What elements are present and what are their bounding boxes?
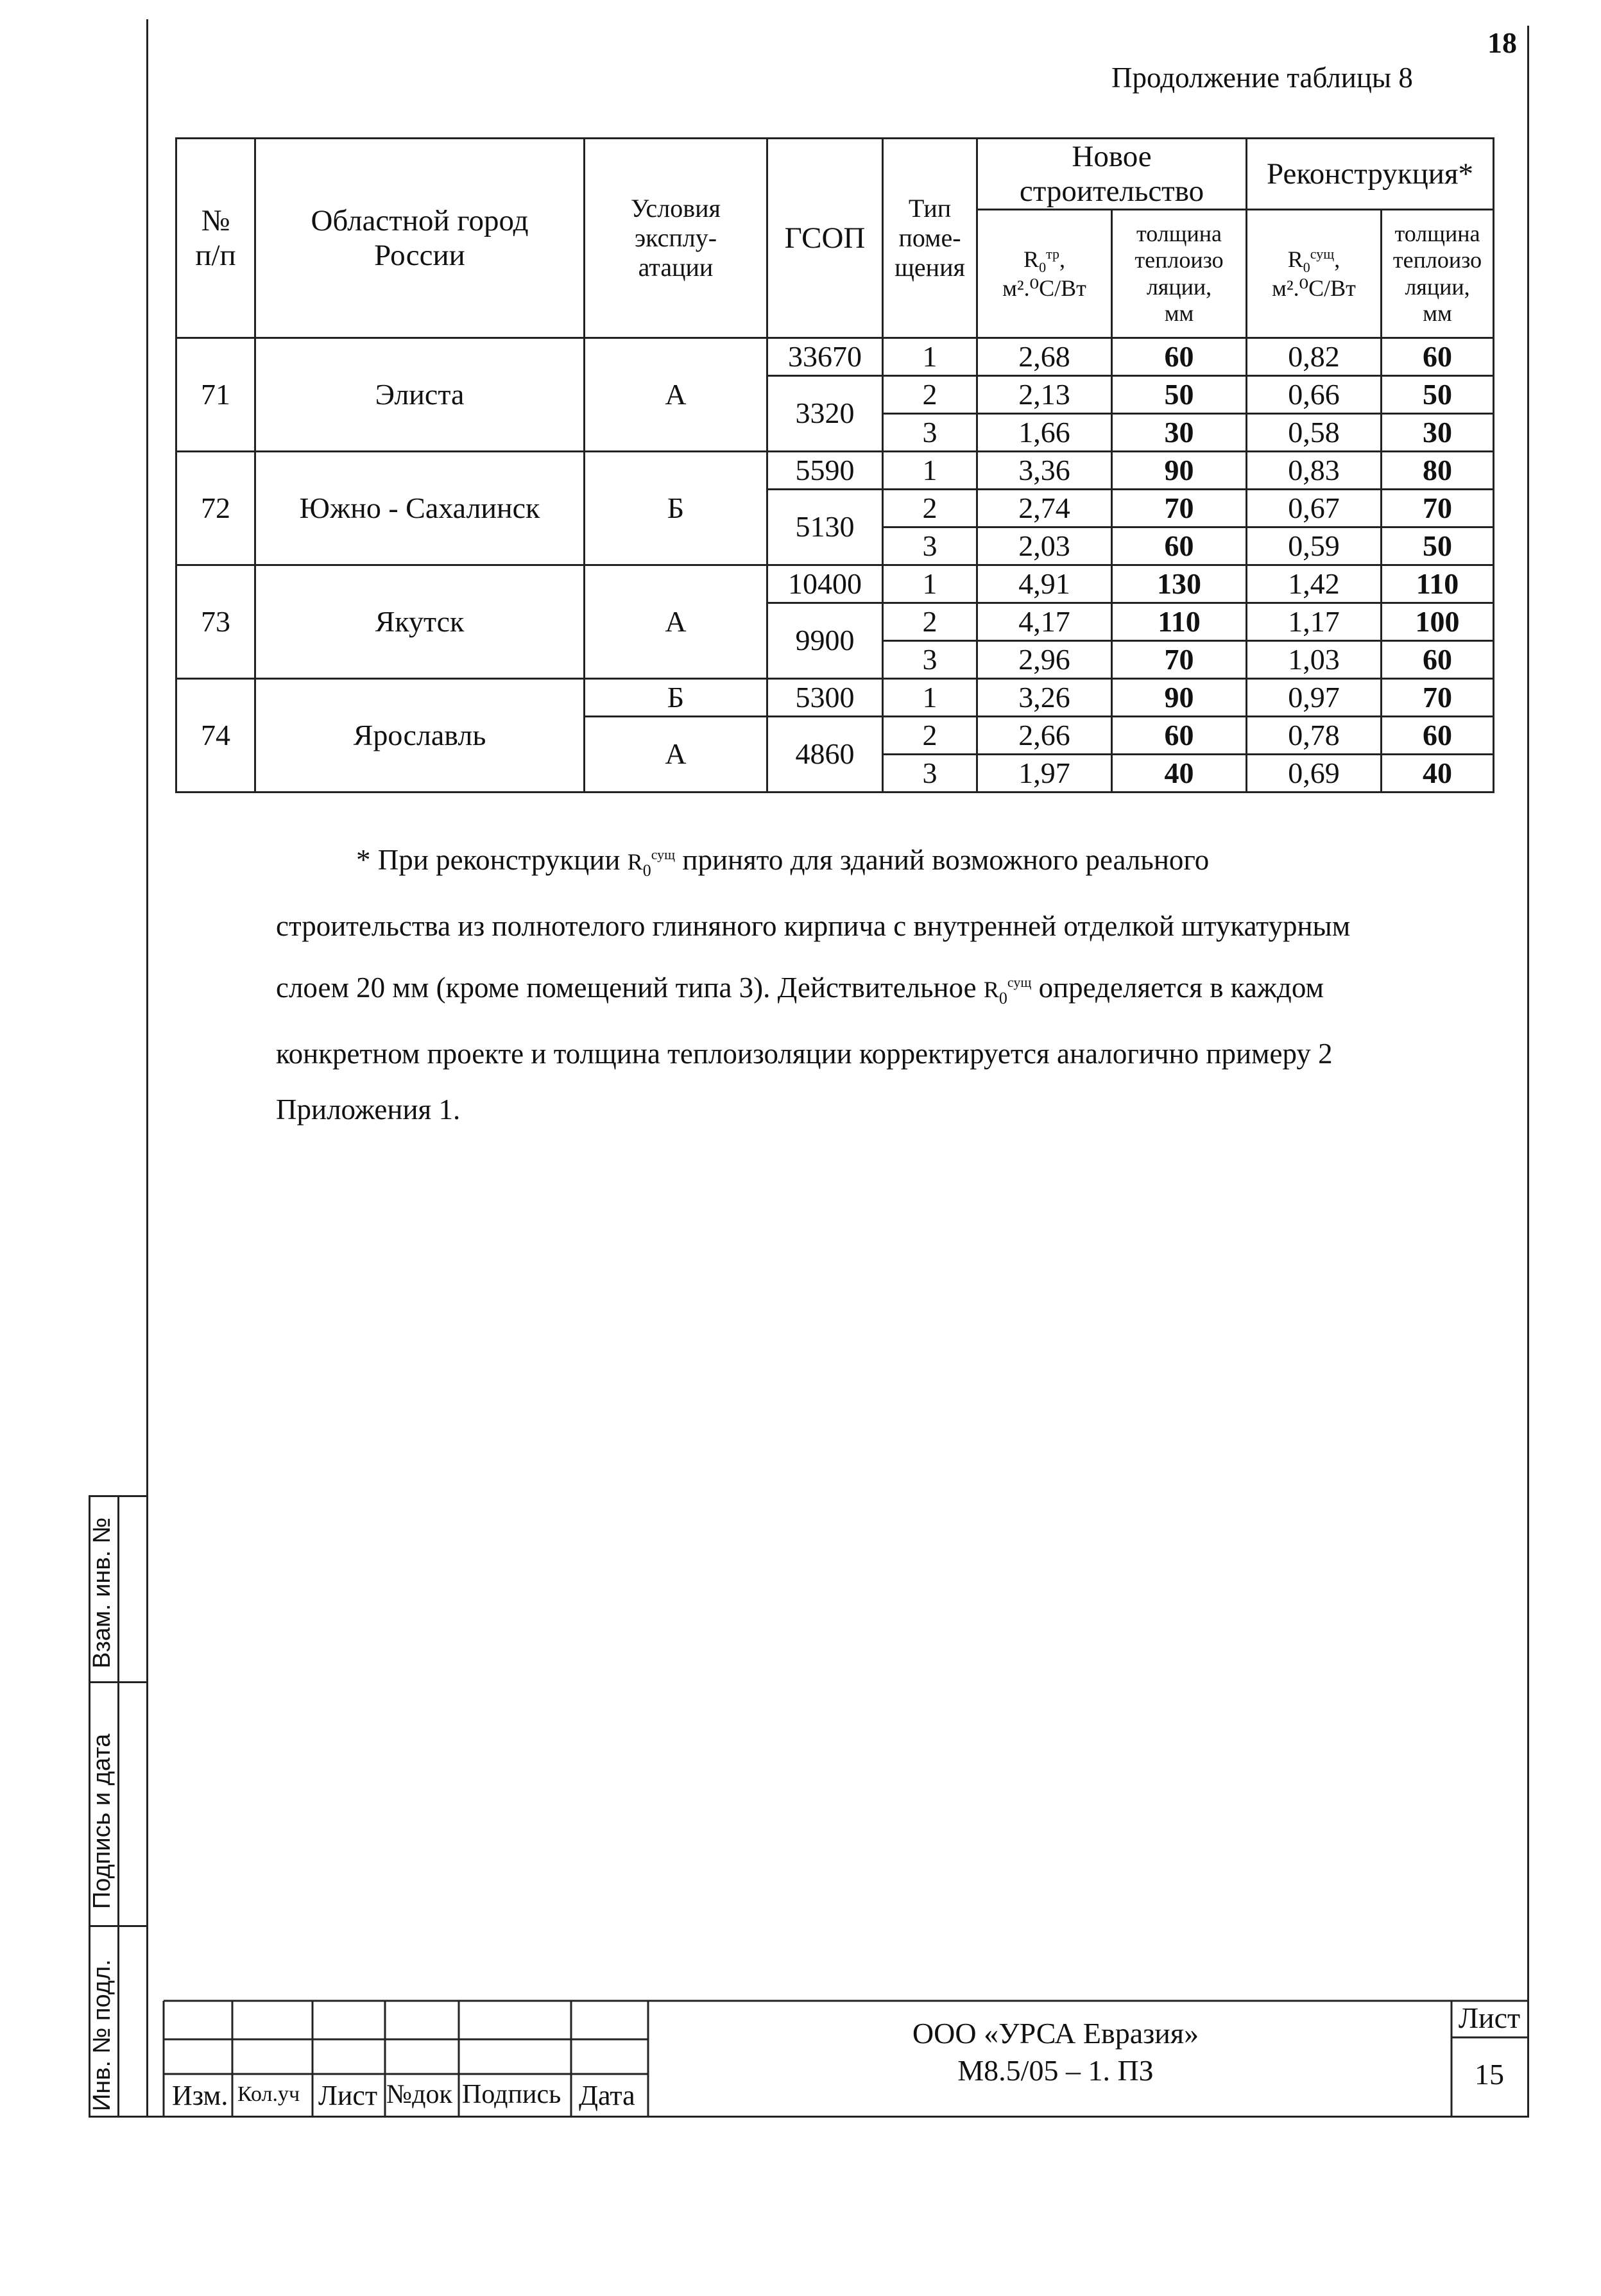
header-gsop: ГСОП — [767, 139, 883, 338]
thickness-rec: 80 — [1382, 452, 1494, 490]
thickness-rec: 60 — [1382, 641, 1494, 679]
table-continuation-caption: Продолжение таблицы 8 — [1111, 62, 1413, 94]
thickness-rec: 70 — [1382, 490, 1494, 527]
city-number: 74 — [176, 679, 255, 792]
r0-sush-value: 0,58 — [1247, 414, 1382, 452]
city-name: Южно - Сахалинск — [255, 452, 585, 565]
header-city: Областной город России — [255, 139, 585, 338]
thickness-rec: 70 — [1382, 679, 1494, 717]
room-type: 2 — [883, 603, 977, 641]
note-text-2: принято для зданий возможного реального строительства из полнотелого глиняного кирпича с внутренней отделкой штукатурным слоем 20 мм (кроме помещений типа 3). Действительное — [276, 844, 1351, 1004]
r0-tr-value: 2,13 — [977, 376, 1112, 414]
r0-tr-value: 2,66 — [977, 717, 1112, 755]
thickness-new: 130 — [1112, 565, 1247, 603]
gsop-value: 5130 — [767, 490, 883, 565]
thickness-new: 40 — [1112, 755, 1247, 792]
header-reconstruction: Реконструкция* — [1247, 139, 1494, 210]
room-type: 2 — [883, 717, 977, 755]
r0-sush-value: 0,82 — [1247, 338, 1382, 376]
r0-sush-value: 0,83 — [1247, 452, 1382, 490]
tb-sheet-number: 15 — [1475, 2058, 1504, 2091]
thickness-rec: 110 — [1382, 565, 1494, 603]
note-text-3: определяется в каждом конкретном проекте и толщина теплоизоляции корректируется аналогично примеру 2 Приложения 1. — [276, 972, 1333, 1126]
thickness-rec: 30 — [1382, 414, 1494, 452]
r0-tr-value: 1,97 — [977, 755, 1112, 792]
note-text-1: * При реконструкции — [356, 844, 628, 876]
city-name: Якутск — [255, 565, 585, 679]
header-r0-sush: $R_0^{сущ}$, м².⁰С/Вт — [1247, 210, 1382, 338]
tb-podpis-label: Подпись — [462, 2080, 561, 2109]
reconstruction-note: * При реконструкции $R_0^{сущ}$ принято для зданий возможного реального строительства из полнотелого глиняного кирпича с внутренней отделкой штукатурным слоем 20 мм (кроме помещений типа 3). Действительное $R_0^{сущ}$ определяется в каждом конкретном проекте и толщина теплоизоляции корректируется аналогично примеру 2 Приложения 1. — [276, 844, 1351, 1126]
room-type: 1 — [883, 679, 977, 717]
city-number: 73 — [176, 565, 255, 679]
r0-sush-value: 1,42 — [1247, 565, 1382, 603]
thickness-rec: 60 — [1382, 338, 1494, 376]
operating-conditions: А — [585, 338, 767, 452]
r0-tr-value: 3,26 — [977, 679, 1112, 717]
thickness-rec: 40 — [1382, 755, 1494, 792]
room-type: 1 — [883, 565, 977, 603]
thickness-new: 90 — [1112, 679, 1247, 717]
r0-sush-value: 0,97 — [1247, 679, 1382, 717]
header-room-type: Тип поме- щения — [883, 139, 977, 338]
city-number: 71 — [176, 338, 255, 452]
r0-sush-value: 0,69 — [1247, 755, 1382, 792]
r0-sush-value: 0,67 — [1247, 490, 1382, 527]
thickness-new: 50 — [1112, 376, 1247, 414]
tb-organization: ООО «УРСА Евразия» — [912, 2017, 1199, 2050]
header-r0-tr: $R_0^{тр}$, м².⁰С/Вт — [977, 210, 1112, 338]
tb-kol-uch-label: Кол.уч — [237, 2082, 300, 2106]
room-type: 3 — [883, 527, 977, 565]
operating-conditions: Б — [585, 679, 767, 717]
r0-sush-value: 1,03 — [1247, 641, 1382, 679]
city-name: Ярославль — [255, 679, 585, 792]
thickness-rec: 100 — [1382, 603, 1494, 641]
thickness-new: 90 — [1112, 452, 1247, 490]
r0-tr-value: 2,96 — [977, 641, 1112, 679]
city-number: 72 — [176, 452, 255, 565]
header-insulation-new: толщина теплоизо ляции, мм — [1112, 210, 1247, 338]
thickness-rec: 50 — [1382, 527, 1494, 565]
gsop-value: 9900 — [767, 603, 883, 679]
r0-tr-value: 4,17 — [977, 603, 1112, 641]
room-type: 2 — [883, 490, 977, 527]
gsop-value: 5300 — [767, 679, 883, 717]
r0-tr-value: 3,36 — [977, 452, 1112, 490]
room-type: 1 — [883, 338, 977, 376]
tb-sheet-label: Лист — [1458, 2001, 1521, 2034]
tb-list-label: Лист — [318, 2080, 378, 2111]
tb-izm-label: Изм. — [172, 2080, 228, 2111]
side-label-vzam-inv: Взам. инв. № — [89, 1517, 116, 1668]
tb-document-code: М8.5/05 – 1. ПЗ — [957, 2054, 1154, 2087]
side-label-podpis-data: Подпись и дата — [89, 1733, 116, 1909]
thickness-new: 60 — [1112, 338, 1247, 376]
thickness-new: 60 — [1112, 527, 1247, 565]
page-number: 18 — [1487, 26, 1517, 59]
operating-conditions: Б — [585, 452, 767, 565]
r0-tr-value: 2,74 — [977, 490, 1112, 527]
operating-conditions: А — [585, 717, 767, 792]
tb-ndok-label: №док — [386, 2080, 452, 2109]
header-new-construction: Новое строительство — [977, 139, 1247, 210]
gsop-value: 5590 — [767, 452, 883, 490]
thickness-new: 110 — [1112, 603, 1247, 641]
r0-tr-value: 2,03 — [977, 527, 1112, 565]
r0-tr-value: 2,68 — [977, 338, 1112, 376]
thickness-new: 70 — [1112, 490, 1247, 527]
thickness-rec: 60 — [1382, 717, 1494, 755]
room-type: 1 — [883, 452, 977, 490]
room-type: 2 — [883, 376, 977, 414]
thickness-new: 60 — [1112, 717, 1247, 755]
r0-tr-value: 1,66 — [977, 414, 1112, 452]
tb-data-label: Дата — [579, 2080, 635, 2111]
room-type: 3 — [883, 414, 977, 452]
gsop-value: 4860 — [767, 717, 883, 792]
room-type: 3 — [883, 641, 977, 679]
header-num: № п/п — [176, 139, 255, 338]
r0-tr-value: 4,91 — [977, 565, 1112, 603]
header-insulation-rec: толщина теплоизо ляции, мм — [1382, 210, 1494, 338]
thickness-new: 70 — [1112, 641, 1247, 679]
r0-sush-value: 0,78 — [1247, 717, 1382, 755]
gsop-value: 3320 — [767, 376, 883, 452]
room-type: 3 — [883, 755, 977, 792]
city-name: Элиста — [255, 338, 585, 452]
operating-conditions: А — [585, 565, 767, 679]
thickness-new: 30 — [1112, 414, 1247, 452]
r0-sush-value: 0,59 — [1247, 527, 1382, 565]
gsop-value: 33670 — [767, 338, 883, 376]
r0-sush-value: 1,17 — [1247, 603, 1382, 641]
header-conditions: Условия эксплу- атации — [585, 139, 767, 338]
side-label-inv-podl: Инв. № подл. — [89, 1959, 116, 2111]
gsop-value: 10400 — [767, 565, 883, 603]
thickness-rec: 50 — [1382, 376, 1494, 414]
r0-sush-value: 0,66 — [1247, 376, 1382, 414]
